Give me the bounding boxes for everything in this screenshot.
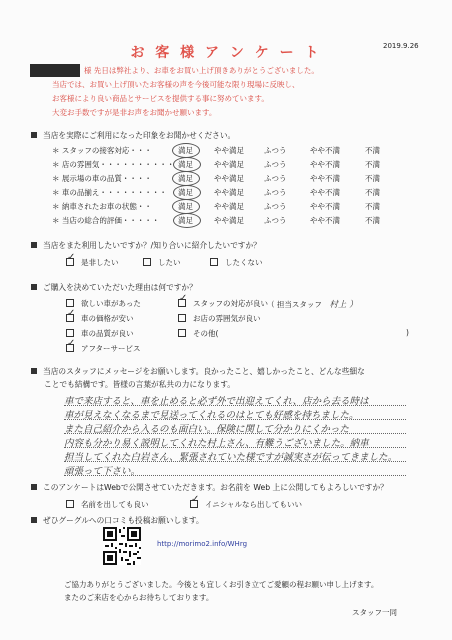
- footer-signature: スタッフ一同: [352, 608, 397, 617]
- option-somewhat-satisfied[interactable]: やや満足: [214, 188, 244, 197]
- option-neutral[interactable]: ふつう: [264, 216, 287, 225]
- section-bullet-icon: [31, 132, 37, 138]
- option-somewhat-satisfied[interactable]: やや満足: [214, 216, 244, 225]
- q2-option-no[interactable]: したくない: [210, 257, 263, 268]
- redacted-customer-name: [30, 64, 80, 77]
- option-dissatisfied[interactable]: 不満: [365, 202, 380, 211]
- option-somewhat-dissatisfied[interactable]: やや不満: [310, 146, 340, 155]
- message-text-line-6: 頑張って下さい。: [64, 466, 141, 477]
- option-satisfied[interactable]: 満足: [178, 216, 193, 225]
- option-somewhat-dissatisfied[interactable]: やや不満: [310, 160, 340, 169]
- checkbox-checked-icon[interactable]: [66, 258, 74, 266]
- q3-option-wanted-car[interactable]: 欲しい車があった: [66, 298, 141, 309]
- option-satisfied[interactable]: 満足: [178, 202, 193, 211]
- checkbox-icon[interactable]: [178, 329, 186, 337]
- survey-date: 2019.9.26: [383, 42, 419, 50]
- selection-circle: [173, 157, 201, 172]
- option-somewhat-satisfied[interactable]: やや満足: [214, 202, 244, 211]
- message-text-line-4: 内容も分かり易く説明してくれた村上さん、有難うございました。納車: [64, 438, 369, 449]
- option-neutral[interactable]: ふつう: [264, 202, 287, 211]
- option-satisfied[interactable]: 満足: [178, 160, 193, 169]
- checkbox-icon[interactable]: [178, 314, 186, 322]
- option-dissatisfied[interactable]: 不満: [365, 174, 380, 183]
- checkbox-icon[interactable]: [66, 500, 74, 508]
- option-somewhat-dissatisfied[interactable]: やや不満: [310, 202, 340, 211]
- rating-row-label: ＊ 車の品揃え・・・・・・・・・: [52, 188, 167, 197]
- option-somewhat-satisfied[interactable]: やや満足: [214, 174, 244, 183]
- q3-option-after-service[interactable]: ✓アフターサービス: [66, 343, 140, 354]
- q5-option-initials[interactable]: ✓ イニシャルなら出してもいい: [190, 499, 302, 510]
- option-neutral[interactable]: ふつう: [264, 146, 287, 155]
- selection-circle: [172, 171, 200, 186]
- option-satisfied[interactable]: 満足: [178, 146, 193, 155]
- intro-line-1: 様 先日は弊社より、お車をお買い上げ頂きありがとうございました。: [84, 66, 319, 75]
- option-satisfied[interactable]: 満足: [178, 174, 193, 183]
- selection-circle: [172, 143, 200, 158]
- option-somewhat-satisfied[interactable]: やや満足: [214, 146, 244, 155]
- message-text-line-2: 車が見えなくなるまで見送ってくれるのはとても好感を持ちました。: [64, 410, 359, 421]
- section-bullet-icon: [31, 242, 37, 248]
- selection-circle: [172, 199, 200, 214]
- q6-heading: ぜひグーグルへの口コミも投稿お願いします。: [31, 515, 204, 526]
- checkbox-icon[interactable]: [66, 329, 74, 337]
- q3-option-price[interactable]: ✓車の価格が安い: [66, 313, 134, 324]
- option-dissatisfied[interactable]: 不満: [365, 146, 380, 155]
- checkbox-checked-icon[interactable]: [66, 344, 74, 352]
- section-bullet-icon: [31, 284, 37, 290]
- checkbox-icon[interactable]: [66, 299, 74, 307]
- rating-row-label: ＊ スタッフの接客対応・・・: [52, 146, 152, 155]
- option-dissatisfied[interactable]: 不満: [365, 160, 380, 169]
- q1-heading: 当店を実際にご利用になった印象をお聞かせください。: [31, 130, 235, 141]
- q3-option-atmosphere[interactable]: お店の雰囲気が良い: [178, 313, 261, 324]
- message-text-line-1: 車で来店すると、車を止めると必ず外で出迎えてくれ、店から去る時は: [64, 396, 369, 407]
- intro-line-4: 大変お手数ですが是非お声をお聞かせ願います。: [52, 108, 217, 117]
- q3-option-quality[interactable]: 車の品質が良い: [66, 328, 134, 339]
- rating-row-label: ＊ 当店の総合的評価・・・・・: [52, 216, 160, 225]
- checkbox-checked-icon[interactable]: [66, 314, 74, 322]
- q5-option-full-name[interactable]: 名前を出しても良い: [66, 499, 149, 510]
- section-bullet-icon: [31, 484, 37, 490]
- qr-code-icon: [103, 527, 141, 565]
- q4-heading: 当店のスタッフにメッセージをお願いします。良かったこと、嬉しかったこと、どんな些細な: [31, 366, 365, 377]
- option-somewhat-dissatisfied[interactable]: やや不満: [310, 216, 340, 225]
- footer-line-2: またのご来店を心からお待ちしております。: [64, 593, 214, 602]
- footer-line-1: ご協力ありがとうございました。今後とも宜しくお引き立てご愛顧の程お願い申し上げます。: [64, 580, 379, 589]
- message-text-line-3: また自己紹介から入るのも面白い。保険に関して分かりにくかった: [64, 424, 350, 435]
- q3-option-staff[interactable]: ✓スタッフの対応が良い: [178, 298, 268, 309]
- section-bullet-icon: [31, 517, 37, 523]
- selection-circle: [173, 213, 201, 228]
- option-somewhat-dissatisfied[interactable]: やや不満: [310, 174, 340, 183]
- q5-heading: このアンケートはWebで公開させていただきます。お名前を Web 上に公開してもよろしいですか？: [31, 482, 388, 493]
- q2-option-definitely[interactable]: ✓是非したい: [66, 257, 119, 268]
- q3-staff-note: （ 担当スタッフ 村上 ）: [267, 300, 358, 310]
- option-somewhat-satisfied[interactable]: やや満足: [214, 160, 244, 169]
- q3-option-other[interactable]: その他(: [178, 328, 218, 339]
- checkbox-icon[interactable]: [210, 258, 218, 266]
- rating-row-label: ＊ 店の雰囲気・・・・・・・・・・: [52, 160, 175, 169]
- message-text-line-5: 担当してくれた白岩さん、緊張されていた様ですが誠実さが伝ってきました。: [64, 452, 398, 463]
- rating-row-label: ＊ 展示場の車の品質・・・・: [52, 174, 152, 183]
- option-neutral[interactable]: ふつう: [264, 174, 287, 183]
- option-neutral[interactable]: ふつう: [264, 188, 287, 197]
- option-neutral[interactable]: ふつう: [264, 160, 287, 169]
- option-satisfied[interactable]: 満足: [178, 188, 193, 197]
- selection-circle: [173, 185, 201, 200]
- q2-heading: 当店をまた利用したいですか？/知り合いに紹介したいですか？: [31, 240, 261, 251]
- option-somewhat-dissatisfied[interactable]: やや不満: [310, 188, 340, 197]
- q3-heading: ご購入を決めていただいた理由は何ですか？: [31, 282, 197, 293]
- checkbox-checked-icon[interactable]: [178, 299, 186, 307]
- q2-option-yes[interactable]: したい: [143, 257, 181, 268]
- q3-other-close-paren: ): [406, 328, 409, 337]
- checkbox-checked-icon[interactable]: [190, 500, 198, 508]
- intro-line-2: 当店では、お買い上げ頂いたお客様の声を今後可能な限り現場に反映し、: [52, 80, 300, 89]
- intro-line-3: お客様により良い商品とサービスを提供する事に努めています。: [52, 94, 269, 103]
- survey-title: お 客 様 ア ン ケ ー ト: [130, 45, 322, 61]
- qr-code[interactable]: [103, 527, 141, 565]
- option-dissatisfied[interactable]: 不満: [365, 216, 380, 225]
- section-bullet-icon: [31, 368, 37, 374]
- rating-row-label: ＊ 納車されたお車の状態・・: [52, 202, 152, 211]
- checkbox-icon[interactable]: [143, 258, 151, 266]
- review-url-link[interactable]: http://morimo2.info/WHrg: [157, 540, 248, 548]
- q4-heading-line-2: ことでも結構です。皆様の言葉が私共の力になります。: [44, 380, 235, 389]
- option-dissatisfied[interactable]: 不満: [365, 188, 380, 197]
